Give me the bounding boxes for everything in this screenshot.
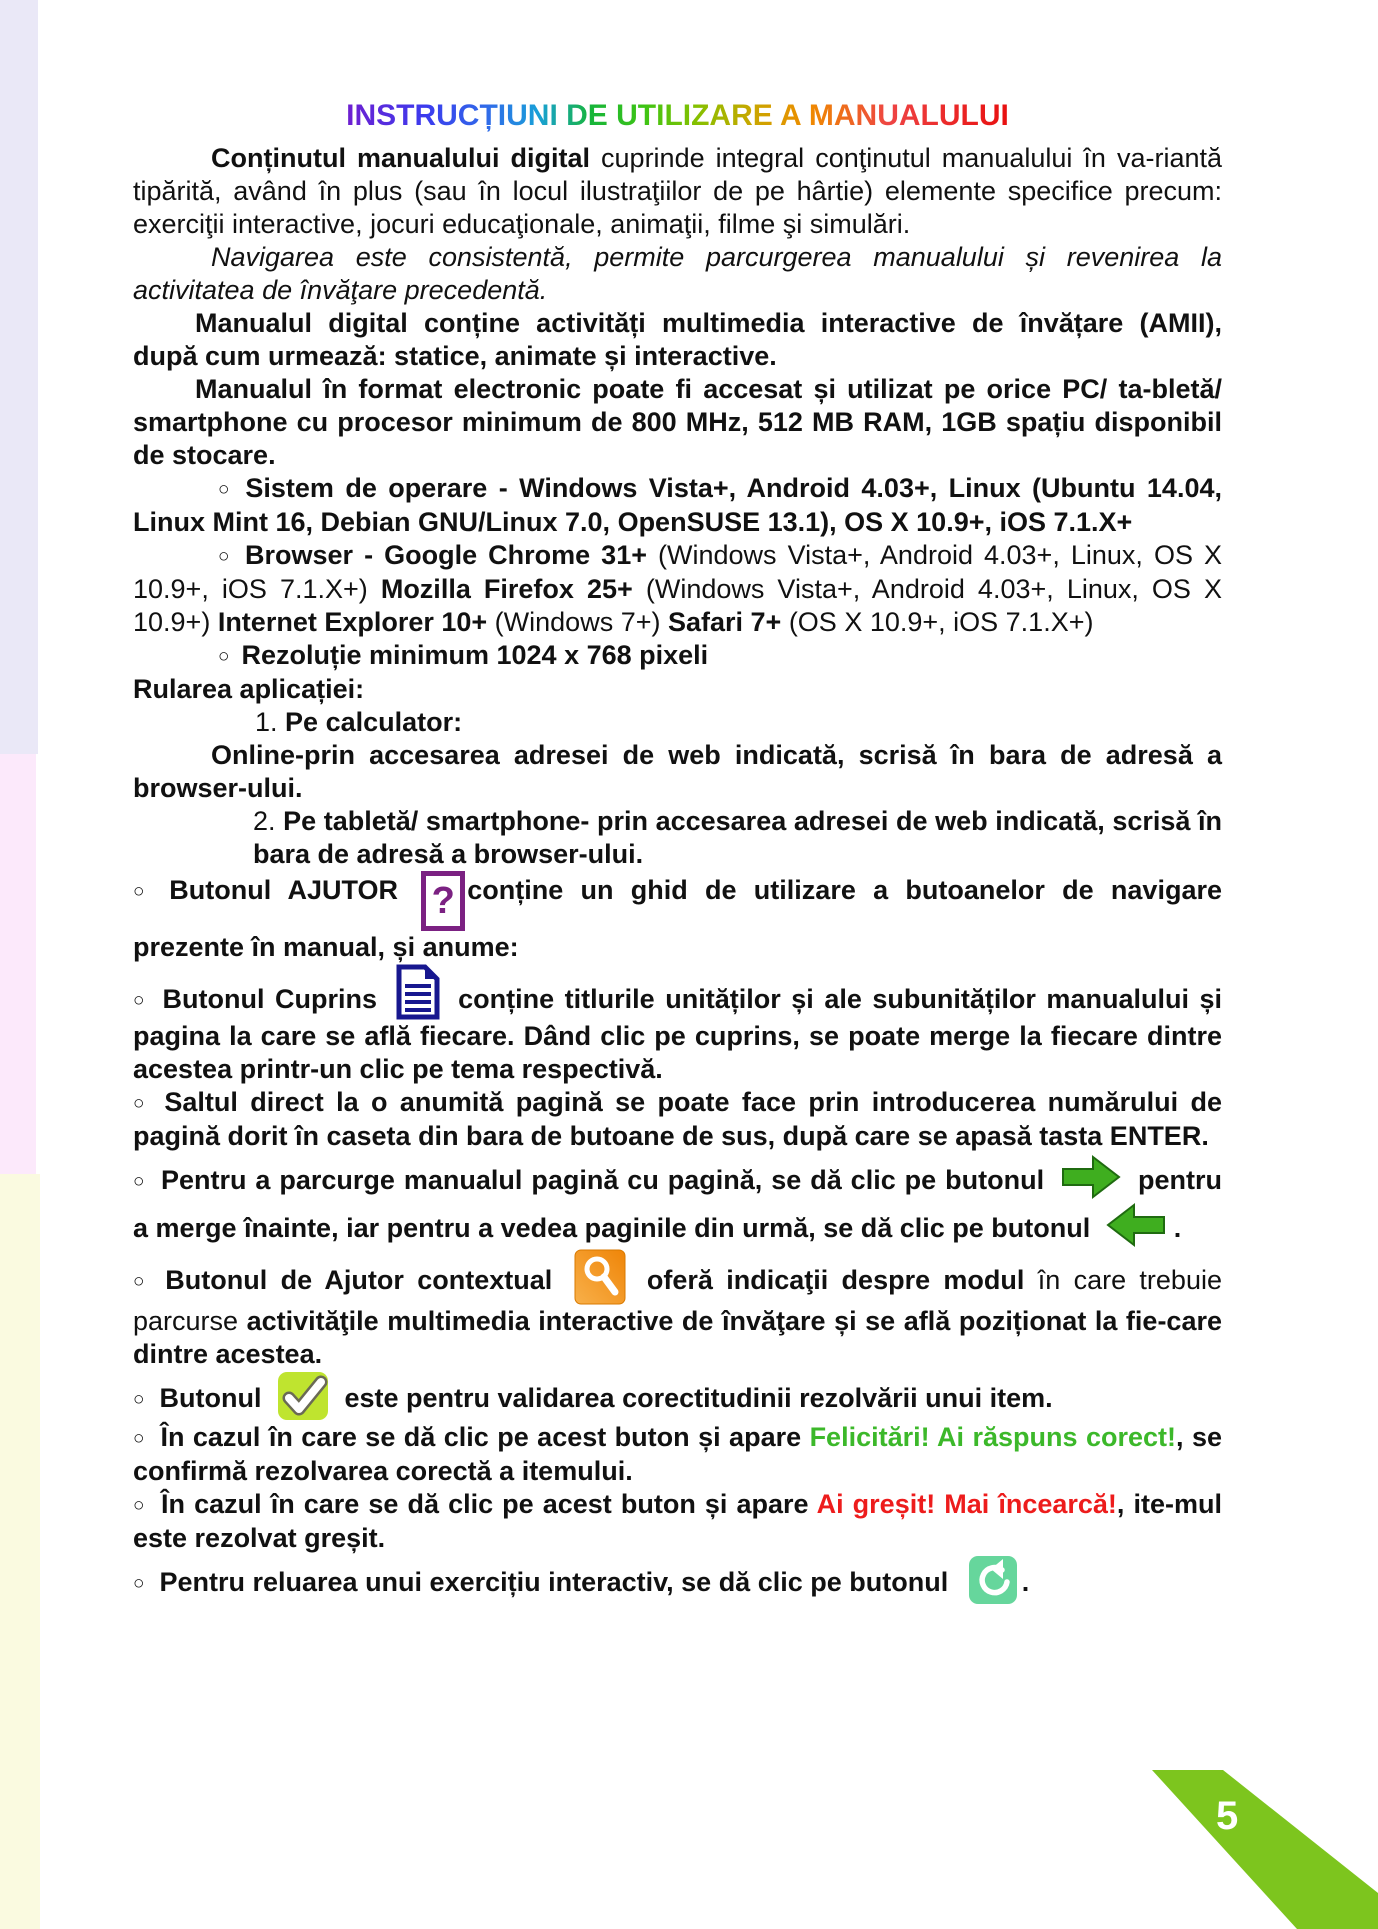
left-margin-strip-yellow	[0, 1174, 40, 1929]
left-margin-strip-lavender	[0, 0, 38, 754]
contents-bullet-pre: Butonul Cuprins	[162, 984, 388, 1014]
intro-paragraph	[133, 142, 1222, 241]
contents-button-bullet	[133, 964, 1222, 1086]
correct-case-bullet	[133, 1421, 1222, 1488]
wrong-feedback-text: Ai greșit! Mai încearcă!	[816, 1489, 1117, 1519]
help-button-icon	[421, 871, 465, 931]
page-nav-bullet	[133, 1153, 1222, 1249]
run-item-computer	[133, 706, 1222, 739]
browser-ie-platforms: (Windows 7+)	[494, 607, 668, 637]
requirement-resolution	[133, 639, 1222, 673]
back-arrow-icon	[1106, 1201, 1166, 1249]
run-item-tablet-label: Pe tabletă/ smartphone- prin accesarea adresei de web indicată, scrisă în bara de adresă a browser-ului.	[253, 806, 1222, 869]
bullet-marker: ○	[218, 646, 230, 667]
contextual-regular: în care trebuie parcurse	[133, 1265, 1222, 1336]
question-mark-glyph: ?	[431, 880, 455, 922]
correct-feedback-text: Felicitări! Ai răspuns corect!	[809, 1422, 1177, 1452]
contextual-bold2: activităţile multimedia interactive de învăţare și se află poziționat la fie-care dintre acestea.	[133, 1306, 1222, 1369]
help-bullet-post: conține un ghid de utilizare a butoanelor de navigare prezente în manual, și anume:	[133, 875, 1222, 962]
validate-post: este pentru validarea corectitudinii rezolvării unui item.	[336, 1383, 1053, 1413]
retry-end: .	[1021, 1567, 1030, 1597]
wrong-case-bullet	[133, 1488, 1222, 1555]
bullet-marker: ○	[133, 1428, 146, 1449]
browser-safari-platforms: (OS X 10.9+, iOS 7.1.X+)	[788, 607, 1094, 637]
page-number-band	[1138, 1759, 1378, 1929]
bullet-marker: ○	[133, 1171, 146, 1192]
bullet-marker: ○	[218, 546, 234, 567]
online-paragraph: Online-prin accesarea adresei de web indicată, scrisă în bara de adresă a browser-ului.	[133, 740, 1222, 803]
amii-paragraph: Manualul digital conține activități multimedia interactive de învățare (AMII), după cum urmează: statice, animate și interactive.	[133, 308, 1222, 371]
validate-button-bullet	[133, 1371, 1222, 1421]
bullet-marker: ○	[133, 990, 148, 1011]
item-number: 1.	[255, 707, 278, 737]
contextual-pre: Butonul de Ajutor contextual	[165, 1265, 566, 1295]
retry-pre: Pentru reluarea unui exercițiu interactiv, se dă clic pe butonul	[159, 1567, 956, 1597]
green-diagonal-band	[1152, 1770, 1378, 1929]
wrong-case-post: , ite-mul este rezolvat greșit.	[133, 1489, 1222, 1553]
page-nav-mid: pentru a merge înainte, iar pentru a vedea paginile din urmă, se dă clic pe butonul	[133, 1165, 1222, 1243]
page-title-text: INSTRUCȚIUNI DE UTILIZARE A MANUALULUI	[346, 96, 1009, 136]
bullet-marker: ○	[133, 881, 155, 902]
validate-pre: Butonul	[159, 1383, 269, 1413]
wrong-case-pre: În cazul în care se dă clic pe acest buton și apare	[161, 1489, 817, 1519]
browser-safari: Safari 7+	[667, 607, 789, 637]
contents-document-icon	[396, 964, 440, 1020]
contextual-help-magnifier-icon	[574, 1249, 626, 1305]
browser-chrome: Browser - Google Chrome 31+	[245, 540, 659, 570]
navigation-note: Navigarea este consistentă, permite parcurgerea manualului și revenirea la activitatea de învăţare precedentă.	[133, 242, 1222, 305]
page-content	[133, 96, 1222, 1605]
running-heading: Rularea aplicației:	[133, 674, 365, 704]
bullet-marker: ○	[133, 1573, 145, 1594]
intro-lead: Conținutul manualului digital	[211, 143, 591, 173]
run-item-computer-label: Pe calculator:	[285, 707, 463, 737]
contents-bullet-post: conține titlurile unităților și ale subunităților manualului și pagina la care se află fiecare. Dând clic pe cuprins, se poate merge la fiecare dintre acestea printr-un clic pe tema respectivă.	[133, 984, 1223, 1084]
page-jump-bullet	[133, 1086, 1222, 1153]
bullet-marker: ○	[133, 1495, 147, 1516]
page-jump-text: Saltul direct la o anumită pagină se poate face prin introducerea numărului de pagină dorit în caseta din bara de butoane de sus, după care se apasă tasta ENTER.	[133, 1087, 1222, 1151]
page-nav-end: .	[1173, 1213, 1182, 1243]
requirement-resolution-text: Rezoluție minimum 1024 x 768 pixeli	[241, 640, 709, 670]
bullet-marker: ○	[218, 479, 234, 500]
requirement-os	[133, 472, 1222, 539]
reload-button-icon	[968, 1555, 1018, 1605]
left-margin-strip-pink	[0, 754, 36, 1174]
item-number: 2.	[253, 806, 276, 836]
bullet-marker: ○	[133, 1271, 151, 1292]
help-button-bullet	[133, 871, 1222, 964]
requirement-browser	[133, 539, 1222, 639]
browser-ie: Internet Explorer 10+	[217, 607, 495, 637]
run-item-tablet	[133, 805, 1222, 871]
forward-arrow-icon	[1061, 1153, 1121, 1201]
browser-firefox: Mozilla Firefox 25+	[380, 574, 646, 604]
browser-chrome-platforms: (Windows Vista+, Android 4.03+, Linux, OS X 10.9+, iOS 7.1.X+)	[133, 540, 1222, 604]
browser-firefox-platforms: (Windows Vista+, Android 4.03+, Linux, OS X 10.9+)	[133, 574, 1223, 637]
bullet-marker: ○	[133, 1093, 150, 1114]
retry-bullet	[133, 1555, 1222, 1605]
intro-rest: cuprinde integral conţinutul manualului în va-riantă tipărită, având în plus (sau în locul ilustraţiilor de pe hârtie) elemente specifice precum: exerciţii interactive, jocuri educaţionale, animaţii, filme şi simulări.	[133, 143, 1222, 239]
page-number: 5	[1216, 1794, 1239, 1838]
page-nav-pre: Pentru a parcurge manualul pagină cu pagină, se dă clic pe butonul	[160, 1165, 1054, 1195]
requirement-os-text: Sistem de operare - Windows Vista+, Android 4.03+, Linux (Ubuntu 14.04, Linux Mint 16, Debian GNU/Linux 7.0, OpenSUSE 13.1), OS X 10.9+, iOS 7.1.X+	[133, 473, 1222, 537]
correct-case-post: , se confirmă rezolvarea corectă a itemului.	[133, 1422, 1222, 1486]
contextual-help-bullet	[133, 1249, 1222, 1371]
bullet-marker: ○	[133, 1389, 145, 1410]
correct-case-pre: În cazul în care se dă clic pe acest buton și apare	[160, 1422, 810, 1452]
checkmark-button-icon	[277, 1371, 329, 1421]
help-bullet-pre: Butonul AJUTOR	[169, 875, 416, 905]
hardware-paragraph: Manualul în format electronic poate fi accesat și utilizat pe orice PC/ ta-bletă/ smartphone cu procesor minimum de 800 MHz, 512 MB RAM, 1GB spațiu disponibil de stocare.	[133, 374, 1222, 470]
contextual-bold: oferă indicaţii despre modul	[633, 1265, 1038, 1295]
page-title	[133, 96, 1222, 136]
